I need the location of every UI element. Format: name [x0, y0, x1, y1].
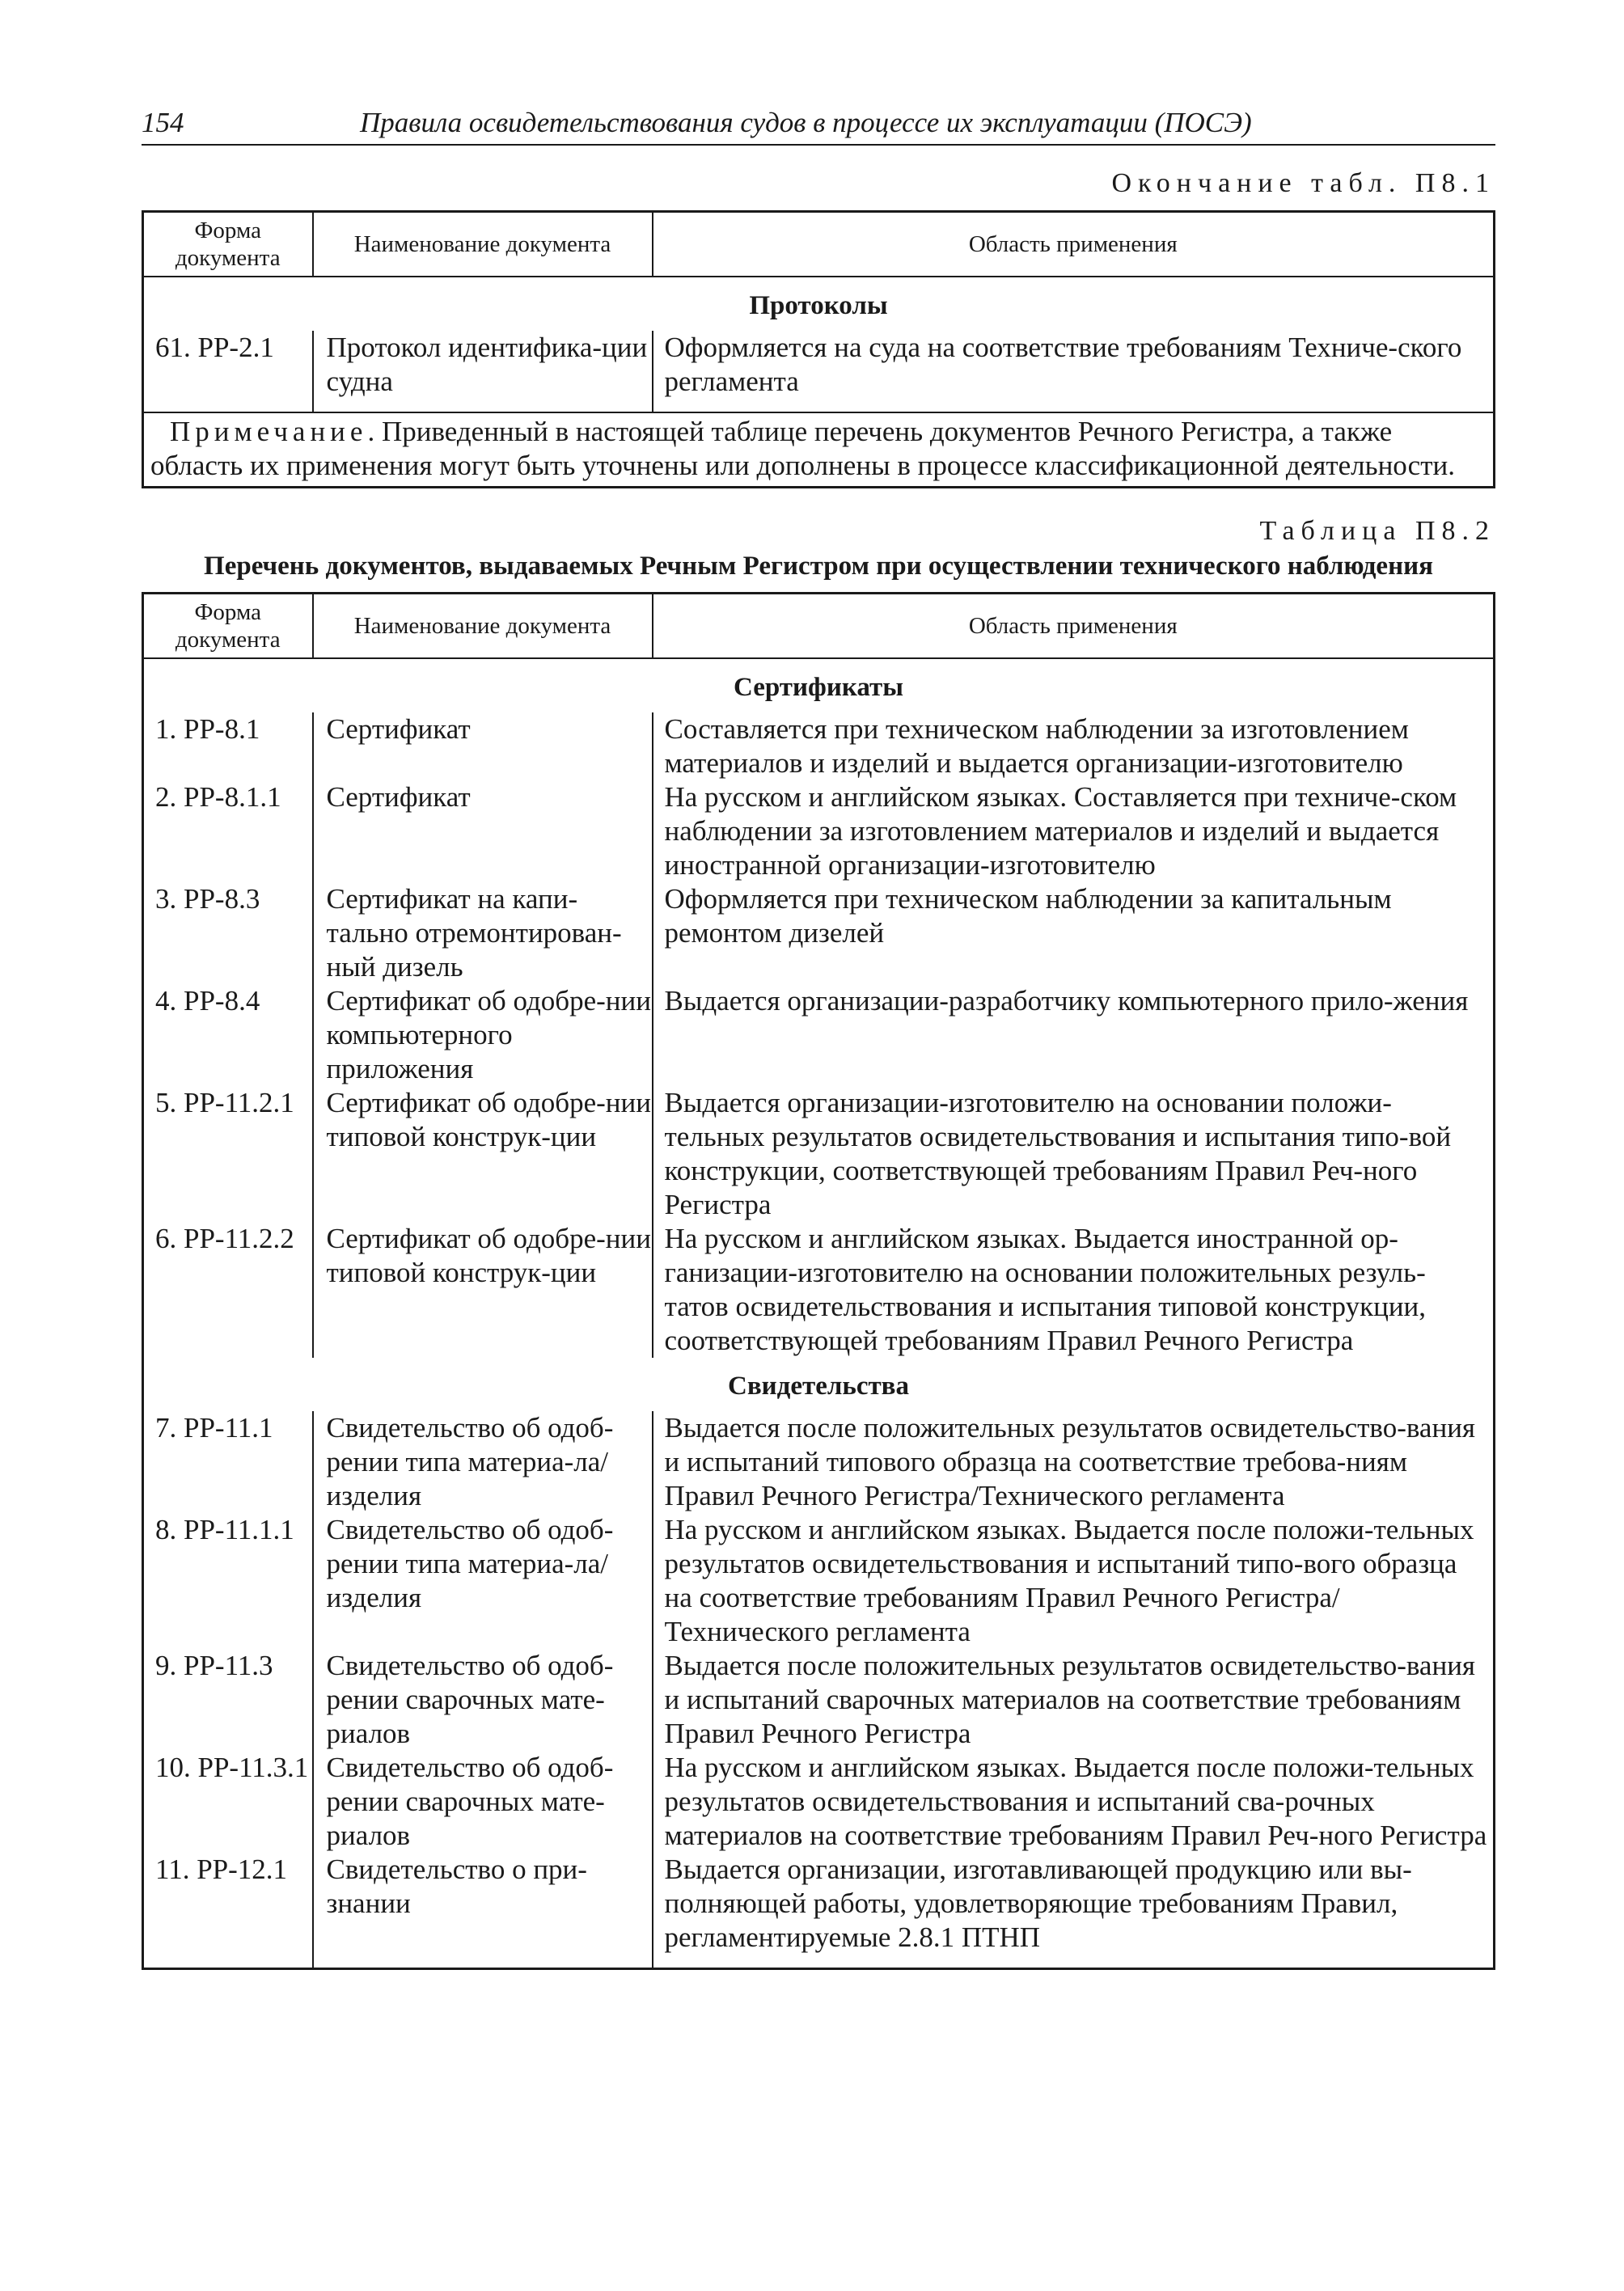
column-header-name: Наименование документа — [313, 594, 653, 659]
table-row — [143, 1086, 1495, 1222]
table-row — [143, 1513, 1495, 1649]
section-row — [143, 277, 1495, 331]
column-header-form: Форма документа — [143, 212, 313, 277]
doc-name-cell: Свидетельство о при-знании — [313, 1853, 653, 1969]
column-header-name: Наименование документа — [313, 212, 653, 277]
note-row — [143, 412, 1495, 488]
table-row — [143, 1649, 1495, 1751]
doc-scope-cell: Выдается организации-изготовителю на основании положи-тельных результатов освидетельствования и испытания типо-вой конструкции, соответствующей требованиям Правил Реч-ного Регистра — [653, 1086, 1495, 1222]
note-label: Примечание — [170, 416, 368, 447]
doc-scope-cell: Оформляется на суда на соответствие требованиям Техниче-ского регламента — [653, 331, 1495, 412]
doc-form-cell: 6. РР-11.2.2 — [155, 1223, 294, 1254]
doc-name-cell: Свидетельство об одоб-рении типа материа-ла/изделия — [313, 1411, 653, 1513]
section-row — [143, 1358, 1495, 1411]
doc-scope-cell: На русском и английском языках. Составляется при техниче-ском наблюдении за изготовлением материалов и изделий и выдается иностранной организации-изготовителю — [653, 780, 1495, 882]
doc-form-cell: 8. РР-11.1.1 — [155, 1514, 294, 1545]
table-p8-1-end — [142, 210, 1495, 488]
table-row — [143, 984, 1495, 1086]
doc-name-cell: Свидетельство об одоб-рении сварочных мате-риалов — [313, 1649, 653, 1751]
doc-scope-cell: Выдается организации-разработчику компьютерного прило-жения — [653, 984, 1495, 1086]
doc-name-cell: Сертификат об одобре-нии типовой конструк-ции — [313, 1222, 653, 1358]
table2-title: Перечень документов, выдаваемых Речным Регистром при осуществлении технического наблюдения — [204, 552, 1433, 581]
doc-form-cell: 1. РР-8.1 — [155, 713, 260, 745]
table-header-row — [143, 212, 1495, 277]
doc-form-cell: 7. РР-11.1 — [155, 1412, 273, 1443]
table-row — [143, 780, 1495, 882]
doc-form-cell: 9. РР-11.3 — [155, 1650, 273, 1681]
table-p8-2 — [142, 592, 1495, 1970]
section-title-protocols: Протоколы — [749, 291, 888, 320]
section-title-attestations: Свидетельства — [727, 1372, 909, 1401]
table-row — [143, 882, 1495, 984]
doc-form-cell: 61. РР-2.1 — [155, 332, 274, 363]
document-page — [142, 107, 1495, 1970]
doc-name-cell: Сертификат — [313, 712, 653, 780]
table-row — [143, 1222, 1495, 1358]
doc-form-cell: 11. РР-12.1 — [155, 1854, 288, 1885]
doc-form-cell: 4. РР-8.4 — [155, 985, 260, 1017]
doc-scope-cell: На русском и английском языках. Выдается после положи-тельных результатов освидетельствования и испытаний сва-рочных материалов на соответствие требованиям Правил Реч-ного Регистра — [653, 1751, 1495, 1853]
doc-name-cell: Сертификат об одобре-нии компьютерного приложения — [313, 984, 653, 1086]
section-row — [143, 658, 1495, 712]
column-header-scope: Область применения — [653, 594, 1495, 659]
doc-name-cell: Свидетельство об одоб-рении типа материа-ла/изделия — [313, 1513, 653, 1649]
doc-form-cell: 3. РР-8.3 — [155, 883, 260, 915]
doc-name-cell: Сертификат на капи-тально отремонтирован-ный дизель — [313, 882, 653, 984]
table-row — [143, 1751, 1495, 1853]
table-row — [143, 712, 1495, 780]
table-row — [143, 1853, 1495, 1969]
doc-scope-cell: Выдается после положительных результатов освидетельство-вания и испытаний типового образца на соответствие требова-ниям Правил Речного Регистра/Технического регламента — [653, 1411, 1495, 1513]
column-header-form: Форма документа — [143, 594, 313, 659]
table-row — [143, 1411, 1495, 1513]
section-title-certificates: Сертификаты — [733, 673, 903, 702]
running-head — [142, 107, 1495, 146]
table-row — [143, 331, 1495, 412]
header-title: Правила освидетельствования судов в процессе их эксплуатации (ПОСЭ) — [360, 107, 1252, 138]
doc-name-cell: Сертификат об одобре-нии типовой конструк-ции — [313, 1086, 653, 1222]
doc-scope-cell: Оформляется при техническом наблюдении за капитальным ремонтом дизелей — [653, 882, 1495, 984]
doc-scope-cell: Выдается после положительных результатов освидетельство-вания и испытаний сварочных материалов на соответствие требованиям Правил Речного Регистра — [653, 1649, 1495, 1751]
table2-caption: Таблица П8.2 — [1259, 516, 1495, 546]
doc-form-cell: 10. РР-11.3.1 — [155, 1752, 309, 1783]
doc-name-cell: Протокол идентифика-ции судна — [313, 331, 653, 412]
page-number: 154 — [142, 107, 184, 138]
table1-continuation-caption: Окончание табл. П8.1 — [1111, 168, 1495, 198]
table-note — [143, 412, 1495, 488]
doc-name-cell: Сертификат — [313, 780, 653, 882]
doc-scope-cell: На русском и английском языках. Выдается иностранной ор-ганизации-изготовителю на основании положительных резуль-татов освидетельствования и испытания типовой конструкции, соответствующей требованиям Правил Речного Регистра — [653, 1222, 1495, 1358]
doc-form-cell: 2. РР-8.1.1 — [155, 781, 281, 813]
doc-form-cell: 5. РР-11.2.1 — [155, 1087, 294, 1118]
doc-scope-cell: Выдается организации, изготавливающей продукцию или вы-полняющей работы, удовлетворяющие требованиям Правил, регламентируемые 2.8.1 ПТНП — [653, 1853, 1495, 1969]
doc-scope-cell: На русском и английском языках. Выдается после положи-тельных результатов освидетельствования и испытаний типо-вого образца на соответствие требованиям Правил Речного Регистра/Технического регламента — [653, 1513, 1495, 1649]
table-header-row — [143, 594, 1495, 659]
column-header-scope: Область применения — [653, 212, 1495, 277]
doc-scope-cell: Составляется при техническом наблюдении за изготовлением материалов и изделий и выдается организации-изготовителю — [653, 712, 1495, 780]
doc-name-cell: Свидетельство об одоб-рении сварочных мате-риалов — [313, 1751, 653, 1853]
note-text: . Приведенный в настоящей таблице перечень документов Речного Регистра, а также область их применения могут быть уточнены или дополнены в процессе классификационной деятельности. — [150, 416, 1455, 481]
